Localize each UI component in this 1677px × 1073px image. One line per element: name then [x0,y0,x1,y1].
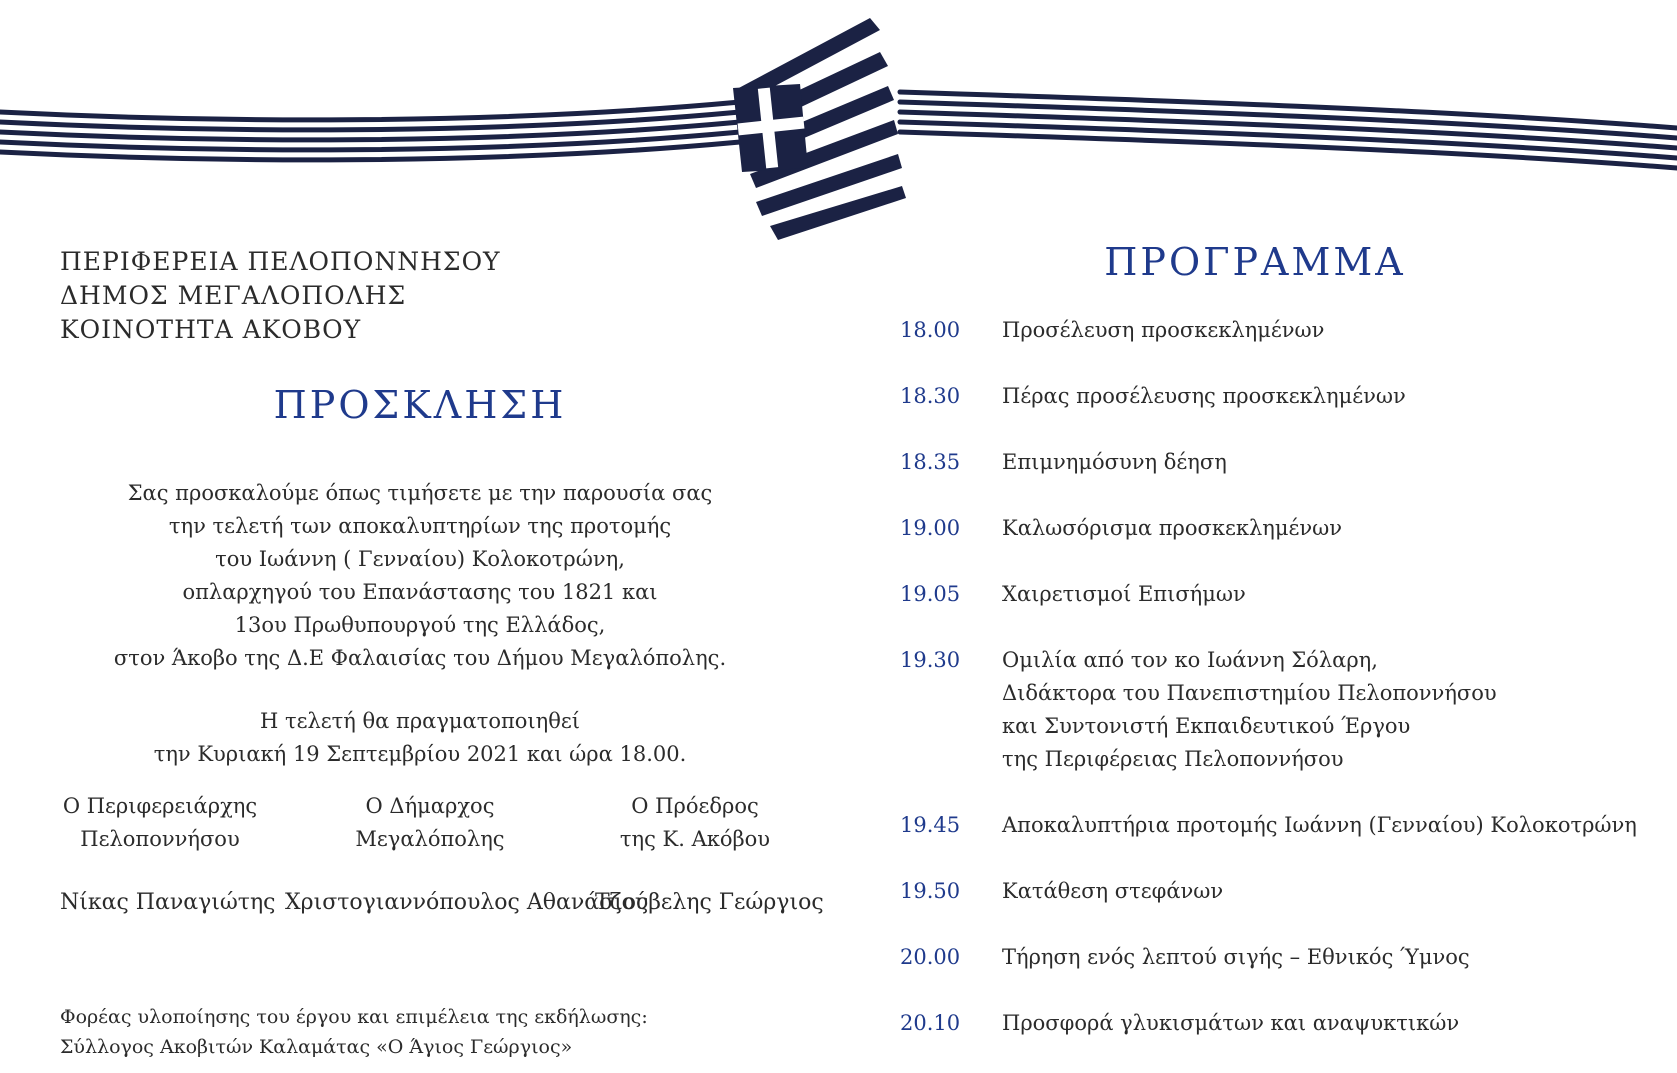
program-description-line: Καλωσόρισμα προσκεκλημένων [1002,516,1343,540]
signer-title: Ο Περιφερειάρχης [62,794,258,818]
organization-header [60,245,780,347]
program-time: 19.05 [900,582,961,606]
program-item [900,578,1660,611]
program-description-line: και Συντονιστή Εκπαιδευτικού Έργου [1002,714,1411,738]
invitation-line: 13ου Πρωθυπουργού της Ελλάδος, [234,613,606,637]
ceremony-info [60,705,780,771]
program-item [900,1007,1660,1040]
signer-name: Τζούβελης Γεώργιος [595,890,824,915]
organizer-name: Σύλλογος Ακοβιτών Καλαμάτας «Ο Άγιος Γεώργιος» [60,1036,573,1058]
program-description [1002,875,1223,908]
signer-title: Ο Πρόεδρος [631,794,759,818]
signer-governor [60,790,276,919]
program-description-line: Πέρας προσέλευσης προσκεκλημένων [1002,384,1406,408]
signer-mayor [285,790,649,919]
program-description [1002,446,1227,479]
invitation-column [60,245,780,771]
program-description-line: Προσέλευση προσκεκλημένων [1002,318,1325,342]
ceremony-line: Η τελετή θα πραγματοποιηθεί [259,709,581,733]
signer-president [595,790,824,919]
program-time: 18.35 [900,450,961,474]
program-description [1002,512,1342,545]
program-description [1002,314,1324,347]
program-time: 20.00 [900,945,961,969]
program-description [1002,380,1406,413]
program-item [900,380,1660,413]
municipality-name: ΔΗΜΟΣ ΜΕΓΑΛΟΠΟΛΗΣ [60,281,407,310]
organizer-line: Φορέας υλοποίησης του έργου και επιμέλεια της εκδήλωσης: [60,1006,648,1028]
program-description [1002,941,1470,974]
program-description-line: Τήρηση ενός λεπτού σιγής – Εθνικός Ύμνος [1002,945,1470,969]
program-description-line: Διδάκτορα του Πανεπιστημίου Πελοποννήσου [1002,681,1497,705]
invitation-line: οπλαρχηγού του Επανάστασης του 1821 και [182,580,658,604]
program-time: 19.30 [900,648,961,672]
program-column [900,240,1660,1073]
program-description [1002,1007,1459,1040]
organizer-note [60,1002,648,1062]
signer-name: Χριστογιαννόπουλος Αθανάσιος [285,890,649,915]
signer-title: Πελοποννήσου [80,827,240,851]
invitation-title: ΠΡΟΣΚΛΗΣΗ [273,383,567,427]
program-description-line: Χαιρετισμοί Επισήμων [1002,582,1246,606]
program-item [900,809,1660,842]
program-list [900,314,1660,1040]
program-item [900,875,1660,908]
program-description [1002,809,1637,842]
invitation-text [60,477,780,675]
program-description-line: Αποκαλυπτήρια προτομής Ιωάννη (Γενναίου) Κολοκοτρώνη [1002,813,1637,837]
program-description [1002,578,1246,611]
program-time: 19.00 [900,516,961,540]
invitation-line: στον Άκοβο της Δ.Ε Φαλαισίας του Δήμου Μεγαλόπολης. [113,646,727,670]
program-item [900,314,1660,347]
greek-flag-ribbon [0,0,1677,260]
signer-title: της Κ. Ακόβου [619,827,771,851]
program-item [900,644,1660,776]
program-title: ΠΡΟΓΡΑΜΜΑ [1104,240,1406,284]
program-time: 19.50 [900,879,961,903]
program-description-line: Επιμνημόσυνη δέηση [1002,450,1227,474]
ceremony-date: την Κυριακή 19 Σεπτεμβρίου 2021 και ώρα 18.00. [153,742,687,766]
program-description-line: Ομιλία από τον κο Ιωάννη Σόλαρη, [1002,648,1378,672]
signer-title: Μεγαλόπολης [355,827,505,851]
program-description-line: της Περιφέρειας Πελοποννήσου [1002,747,1344,771]
program-item [900,512,1660,545]
invitation-line: του Ιωάννη ( Γενναίου) Κολοκοτρώνη, [215,547,625,571]
program-time: 18.00 [900,318,961,342]
invitation-line: Σας προσκαλούμε όπως τιμήσετε με την παρουσία σας [127,481,713,505]
program-description [1002,644,1497,776]
program-description-line: Προσφορά γλυκισμάτων και αναψυκτικών [1002,1011,1460,1035]
program-time: 19.45 [900,813,961,837]
program-description-line: Κατάθεση στεφάνων [1002,879,1224,903]
program-item [900,446,1660,479]
signer-name: Νίκας Παναγιώτης [60,890,276,915]
invitation-line: την τελετή των αποκαλυπτηρίων της προτομής [168,514,672,538]
community-name: ΚΟΙΝΟΤΗΤΑ ΑΚΟΒΟΥ [60,315,362,344]
region-name: ΠΕΡΙΦΕΡΕΙΑ ΠΕΛΟΠΟΝΝΗΣΟΥ [60,247,501,276]
program-item [900,941,1660,974]
signer-title: Ο Δήμαρχος [365,794,495,818]
program-time: 20.10 [900,1011,961,1035]
program-time: 18.30 [900,384,961,408]
